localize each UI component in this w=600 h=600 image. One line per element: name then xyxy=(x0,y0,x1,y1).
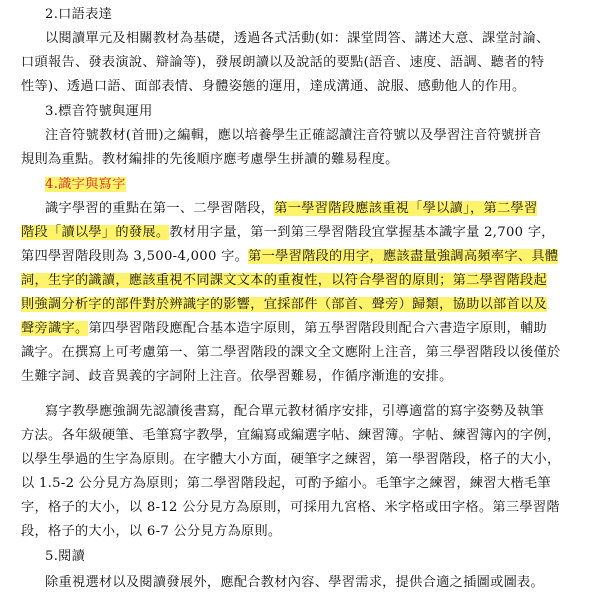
line-text: 第四學習階段應配合基本造字原則，第五學習階段則配合六書造字原則，輔助 xyxy=(88,321,548,336)
line-text: 字，格子的大小，以 8-12 公分見方為原則，可採用九宮格、米字格或田字格。第三學習階 xyxy=(21,500,560,515)
highlighted-text: 則強調分析字的部件對於辨識字的影響，宜採部件（部首、聲旁）歸類，協助以部首以及 xyxy=(21,297,548,312)
paragraph-line xyxy=(21,521,281,543)
line-text: 性等)、透過口語、面部表情、身體姿態的運用，達成溝通、說服、感動他人的作用。 xyxy=(21,79,526,94)
paragraph-line xyxy=(21,366,453,388)
line-text: 規則為重點。教材編排的先後順序應考慮學生拼讀的難易程度。 xyxy=(21,152,399,167)
section-heading-literacy-writing xyxy=(45,174,126,196)
paragraph-line xyxy=(21,76,525,98)
highlighted-text: 階段「讀以學」的發展。 xyxy=(21,225,170,240)
paragraph-line xyxy=(45,198,537,220)
paragraph-line xyxy=(21,497,560,519)
paragraph-line xyxy=(21,449,561,471)
paragraph-line xyxy=(21,222,555,244)
paragraph-line xyxy=(21,473,551,495)
paragraph-line xyxy=(45,401,544,423)
highlighted-text: 第一學習階段應該重視「學以讀」，第二學習 xyxy=(274,201,538,216)
paragraph-line xyxy=(21,246,558,268)
line-text: 以閱讀單元及相關教材為基礎，透過各式活動(如：課堂問答、講述大意、課堂討論、 xyxy=(45,31,550,46)
highlighted-text: 聲旁識字。 xyxy=(21,321,89,336)
paragraph-line xyxy=(21,52,544,74)
paragraph-line xyxy=(21,342,561,364)
paragraph-line xyxy=(45,572,544,594)
line-text: 教材用字量，第一到第三學習階段宜掌握基本識字量 2,700 字， xyxy=(169,225,555,240)
paragraph-line xyxy=(21,149,399,171)
paragraph-line xyxy=(45,28,549,50)
heading-text: 3.標音符號與運用 xyxy=(45,104,153,119)
highlighted-text: 第一學習階段的用字，應該盡量強調高頻率字、具體 xyxy=(248,249,559,264)
line-text: 識字。在撰寫上可考慮第一、第二學習階段的課文全文應附上注音，第三學習階段以後僅於 xyxy=(21,345,561,360)
line-text: 第四學習階段則為 3,500-4,000 字。 xyxy=(21,249,249,264)
line-text: 以 1.5-2 公分見方為原則；第二學習階段起，可酌予縮小。毛筆字之練習，練習大楷毛筆 xyxy=(21,476,551,491)
section-heading-phonetic-symbols xyxy=(45,101,153,123)
line-text: 段，格子的大小，以 6-7 公分見方為原則。 xyxy=(21,524,282,539)
paragraph-line xyxy=(21,270,547,292)
line-text: 方法。各年級硬筆、毛筆寫字教學，宜編寫或編選字帖、練習簿。字帖、練習簿內的字例， xyxy=(21,428,561,443)
line-text: 以學生學過的生字為原則。在字體大小方面，硬筆字之練習，第一學習階段，格子的大小， xyxy=(21,452,561,467)
paragraph-line xyxy=(21,294,547,316)
section-heading-oral-expression xyxy=(45,4,112,26)
heading-text: 2.口語表達 xyxy=(45,7,113,22)
line-text: 除重視選材以及閱讀發展外，應配合教材內容、學習需求，提供合適之插圖或圖表。 xyxy=(45,575,545,590)
line-text: 識字學習的重點在第一、二學習階段， xyxy=(45,201,275,216)
paragraph-line xyxy=(21,318,547,340)
paragraph-line xyxy=(21,425,561,447)
line-text: 寫字教學應強調先認讀後書寫，配合單元教材循序安排，引導適當的寫字姿勢及執筆 xyxy=(45,404,545,419)
line-text: 注音符號教材(首冊)之編輯，應以培養學生正確認讀注音符號以及學習注音符號拼音 xyxy=(45,128,542,143)
heading-text: 5.閱讀 xyxy=(45,549,86,564)
line-text: 生難字詞、歧音異義的字詞附上注音。依學習難易，作循序漸進的安排。 xyxy=(21,369,453,384)
section-heading-reading xyxy=(45,546,85,568)
paragraph-line xyxy=(45,125,541,147)
highlighted-text: 詞，生字的識讀，應該重視不同課文文本的重複性，以符合學習的原則；第二學習階段起 xyxy=(21,273,548,288)
heading-text-highlighted: 4.識字與寫字 xyxy=(45,177,126,192)
line-text: 口頭報告、發表演說、辯論等)，發展朗讀以及說話的要點(語音、速度、語調、聽者的特 xyxy=(21,55,545,70)
